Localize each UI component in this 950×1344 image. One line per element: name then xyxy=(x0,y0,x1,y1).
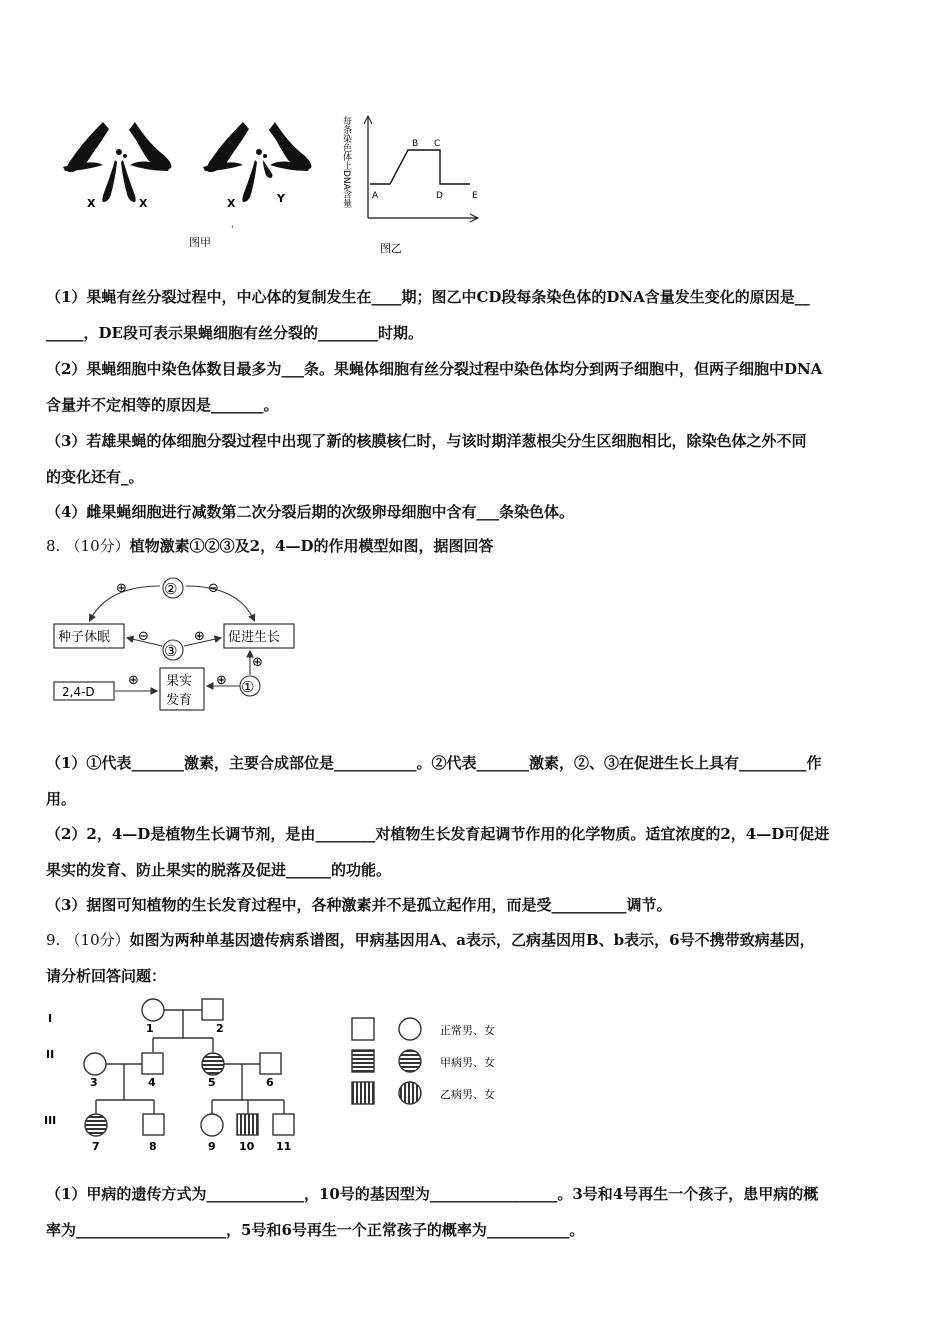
point-c: C xyxy=(434,139,441,149)
gen-label-2: II xyxy=(46,1048,55,1061)
fruit-dev-label-1: 果实 xyxy=(166,674,193,689)
auxin-analog-label: 2,4-D xyxy=(62,685,95,699)
hormone-1: ① xyxy=(241,678,255,696)
fruit-dev-label-2: 发育 xyxy=(166,693,193,708)
legend-normal: 正常男、女 xyxy=(440,1024,495,1037)
q8-part1-line2: 用。 xyxy=(46,790,77,808)
person-9 xyxy=(201,1114,223,1136)
sign-plus-5: ⊕ xyxy=(216,673,227,688)
sign-plus-3: ⊕ xyxy=(252,655,263,670)
chrom-label-x2: X xyxy=(139,197,148,210)
q8-title: 植物激素①②③及2，4—D的作用模型如图，据图回答 xyxy=(129,537,494,555)
person-8 xyxy=(143,1114,164,1135)
figure-yi xyxy=(338,112,498,262)
id-9: 9 xyxy=(208,1140,216,1153)
figure-yi-caption: 图乙 xyxy=(380,242,402,255)
q9-header xyxy=(46,930,908,950)
id-2: 2 xyxy=(216,1022,224,1035)
q7-part2-line2: 含量并不定相等的原因是_______。 xyxy=(46,396,279,414)
gen-label-3: III xyxy=(44,1114,57,1127)
q8-part2-line2: 果实的发育、防止果实的脱落及促进______的功能。 xyxy=(46,861,392,879)
person-10 xyxy=(237,1114,258,1135)
id-5: 5 xyxy=(208,1076,216,1089)
person-3 xyxy=(84,1053,106,1075)
seed-dormancy-label: 种子休眠 xyxy=(58,630,111,645)
sign-plus-1: ⊕ xyxy=(116,581,127,596)
promote-growth-label: 促进生长 xyxy=(228,630,281,645)
person-5 xyxy=(202,1053,224,1075)
q9-part1-line2: 率为____________________，5号和6号再生一个正常孩子的概率为___________。 xyxy=(46,1221,585,1239)
figure-jia-caption: 图甲 xyxy=(189,236,211,249)
dna-content-line xyxy=(370,150,470,184)
chromosome-set-female xyxy=(63,122,171,202)
hormone-2: ② xyxy=(164,580,178,598)
sign-minus-1: ⊖ xyxy=(208,581,219,596)
hormone-diagram xyxy=(48,572,308,717)
id-4: 4 xyxy=(148,1076,156,1089)
id-1: 1 xyxy=(146,1022,154,1035)
gen-label-1: I xyxy=(48,1012,53,1025)
q8-part3: （3）据图可知植物的生长发育过程中，各种激素并不是孤立起作用，而是受__________调节。 xyxy=(46,896,672,914)
q8-number: 8. xyxy=(46,537,61,555)
hormone-3: ③ xyxy=(164,642,178,660)
q7-part2-line1: （2）果蝇细胞中染色体数目最多为___条。果蝇体细胞有丝分裂过程中染色体均分到两子细胞中，但两子细胞中DNA xyxy=(46,360,823,378)
person-2 xyxy=(202,999,223,1020)
q9-title: 如图为两种单基因遗传病系谱图，甲病基因用A、a表示，乙病基因用B、b表示，6号不携带致病基因， xyxy=(129,931,815,949)
point-b: B xyxy=(412,139,419,149)
q9-number: 9. xyxy=(46,931,61,949)
person-4 xyxy=(142,1053,163,1074)
q7-part1-line2: _____，DE段可表示果蝇细胞有丝分裂的________时期。 xyxy=(46,324,423,342)
id-6: 6 xyxy=(266,1076,274,1089)
y-axis-label: 每条染色体上DNA含量 xyxy=(341,116,351,208)
person-11 xyxy=(273,1114,294,1135)
sign-plus-4: ⊕ xyxy=(128,673,139,688)
pedigree-chart xyxy=(40,992,320,1157)
q8-header xyxy=(46,536,908,556)
id-10: 10 xyxy=(239,1140,255,1153)
person-1 xyxy=(142,999,164,1021)
q9-title-line2: 请分析回答问题： xyxy=(46,967,167,985)
pedigree-legend xyxy=(348,1014,528,1110)
person-6 xyxy=(260,1053,281,1074)
figure-jia xyxy=(55,112,335,257)
person-7 xyxy=(85,1114,107,1136)
q9-part1-line1: （1）甲病的遗传方式为_____________，10号的基因型为_________________。3号和4号再生一个孩子，患甲病的概 xyxy=(46,1185,819,1203)
sign-minus-2: ⊖ xyxy=(138,629,149,644)
q7-part3-line1: （3）若雄果蝇的体细胞分裂过程中出现了新的核膜核仁时，与该时期洋葱根尖分生区细胞相比，除染色体之外不同 xyxy=(46,432,807,450)
q8-part1-line1: （1）①代表_______激素，主要合成部位是___________。②代表_______激素，②、③在促进生长上具有_________作 xyxy=(46,754,822,772)
id-8: 8 xyxy=(149,1140,157,1153)
point-e: E xyxy=(472,191,478,201)
q8-part2-line1: （2）2，4—D是植物生长调节剂，是由________对植物生长发育起调节作用的化学物质。适宜浓度的2，4—D可促进 xyxy=(46,825,830,843)
chromosome-set-male xyxy=(203,122,311,202)
sign-plus-2: ⊕ xyxy=(194,629,205,644)
svg-text:': ' xyxy=(231,225,234,235)
chrom-label-x1: X xyxy=(87,197,96,210)
q8-score: （10分） xyxy=(65,537,130,555)
legend-disease-a: 甲病男、女 xyxy=(440,1056,495,1069)
chrom-label-x3: X xyxy=(227,197,236,210)
id-3: 3 xyxy=(90,1076,98,1089)
q9-score: （10分） xyxy=(65,931,130,949)
id-11: 11 xyxy=(276,1140,292,1153)
chrom-label-y: Y xyxy=(277,192,285,205)
point-d: D xyxy=(436,191,443,201)
q7-part4: （4）雌果蝇细胞进行减数第二次分裂后期的次级卵母细胞中含有___条染色体。 xyxy=(46,503,574,521)
id-7: 7 xyxy=(92,1140,100,1153)
point-a: A xyxy=(372,191,379,201)
legend-disease-b: 乙病男、女 xyxy=(440,1088,495,1101)
q7-part1-line1: （1）果蝇有丝分裂过程中，中心体的复制发生在____期；图乙中CD段每条染色体的DNA含量发生变化的原因是__ xyxy=(46,288,810,306)
q7-part3-line2: 的变化还有_。 xyxy=(46,468,144,486)
